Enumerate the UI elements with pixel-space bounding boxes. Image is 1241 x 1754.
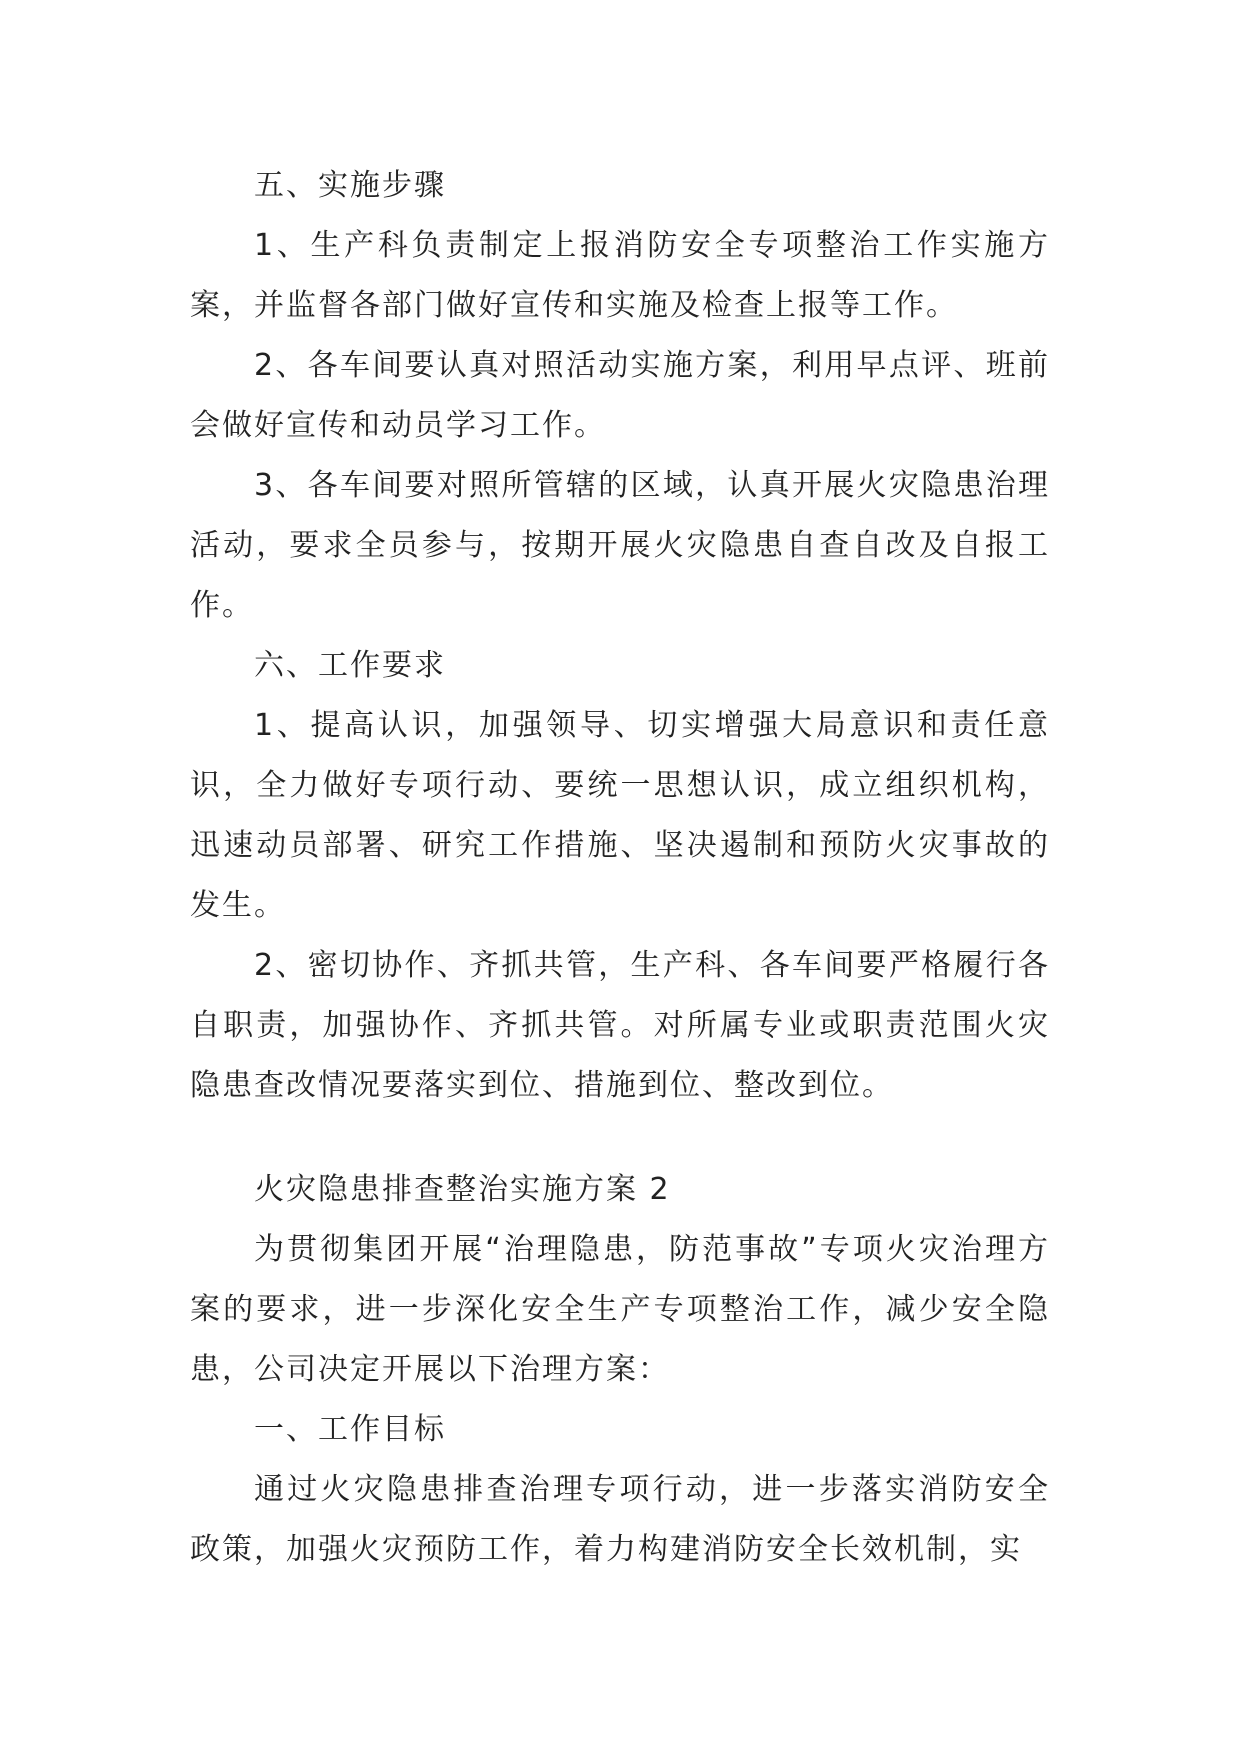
implementation-step-2: 2、各车间要认真对照活动实施方案，利用早点评、班前会做好宣传和动员学习工作。	[190, 348, 1050, 443]
implementation-step-3: 3、各车间要对照所管辖的区域，认真开展火灾隐患治理活动，要求全员参与，按期开展火灾隐患自查自改及自报工作。	[190, 468, 1050, 623]
work-requirement-2: 2、密切协作、齐抓共管，生产科、各车间要严格履行各自职责，加强协作、齐抓共管。对所属专业或职责范围火灾隐患查改情况要落实到位、措施到位、整改到位。	[190, 948, 1050, 1103]
section-heading-work-goals: 一、工作目标	[254, 1412, 446, 1447]
work-requirement-1: 1、提高认识，加强领导、切实增强大局意识和责任意识，全力做好专项行动、要统一思想认识，成立组织机构，迅速动员部署、研究工作措施、坚决遏制和预防火灾事故的发生。	[190, 708, 1050, 923]
section-heading-work-requirements: 六、工作要求	[254, 648, 446, 683]
implementation-step-1: 1、生产科负责制定上报消防安全专项整治工作实施方案，并监督各部门做好宣传和实施及检查上报等工作。	[190, 228, 1050, 323]
section-heading-implementation-steps: 五、实施步骤	[254, 168, 446, 203]
work-goals-text: 通过火灾隐患排查治理专项行动，进一步落实消防安全政策，加强火灾预防工作，着力构建消防安全长效机制，实	[190, 1472, 1050, 1567]
plan-2-title: 火灾隐患排查整治实施方案 2	[254, 1172, 671, 1207]
plan-2-intro: 为贯彻集团开展“治理隐患，防范事故”专项火灾治理方案的要求，进一步深化安全生产专项整治工作，减少安全隐患，公司决定开展以下治理方案：	[190, 1232, 1050, 1387]
document-body	[190, 156, 1050, 1580]
